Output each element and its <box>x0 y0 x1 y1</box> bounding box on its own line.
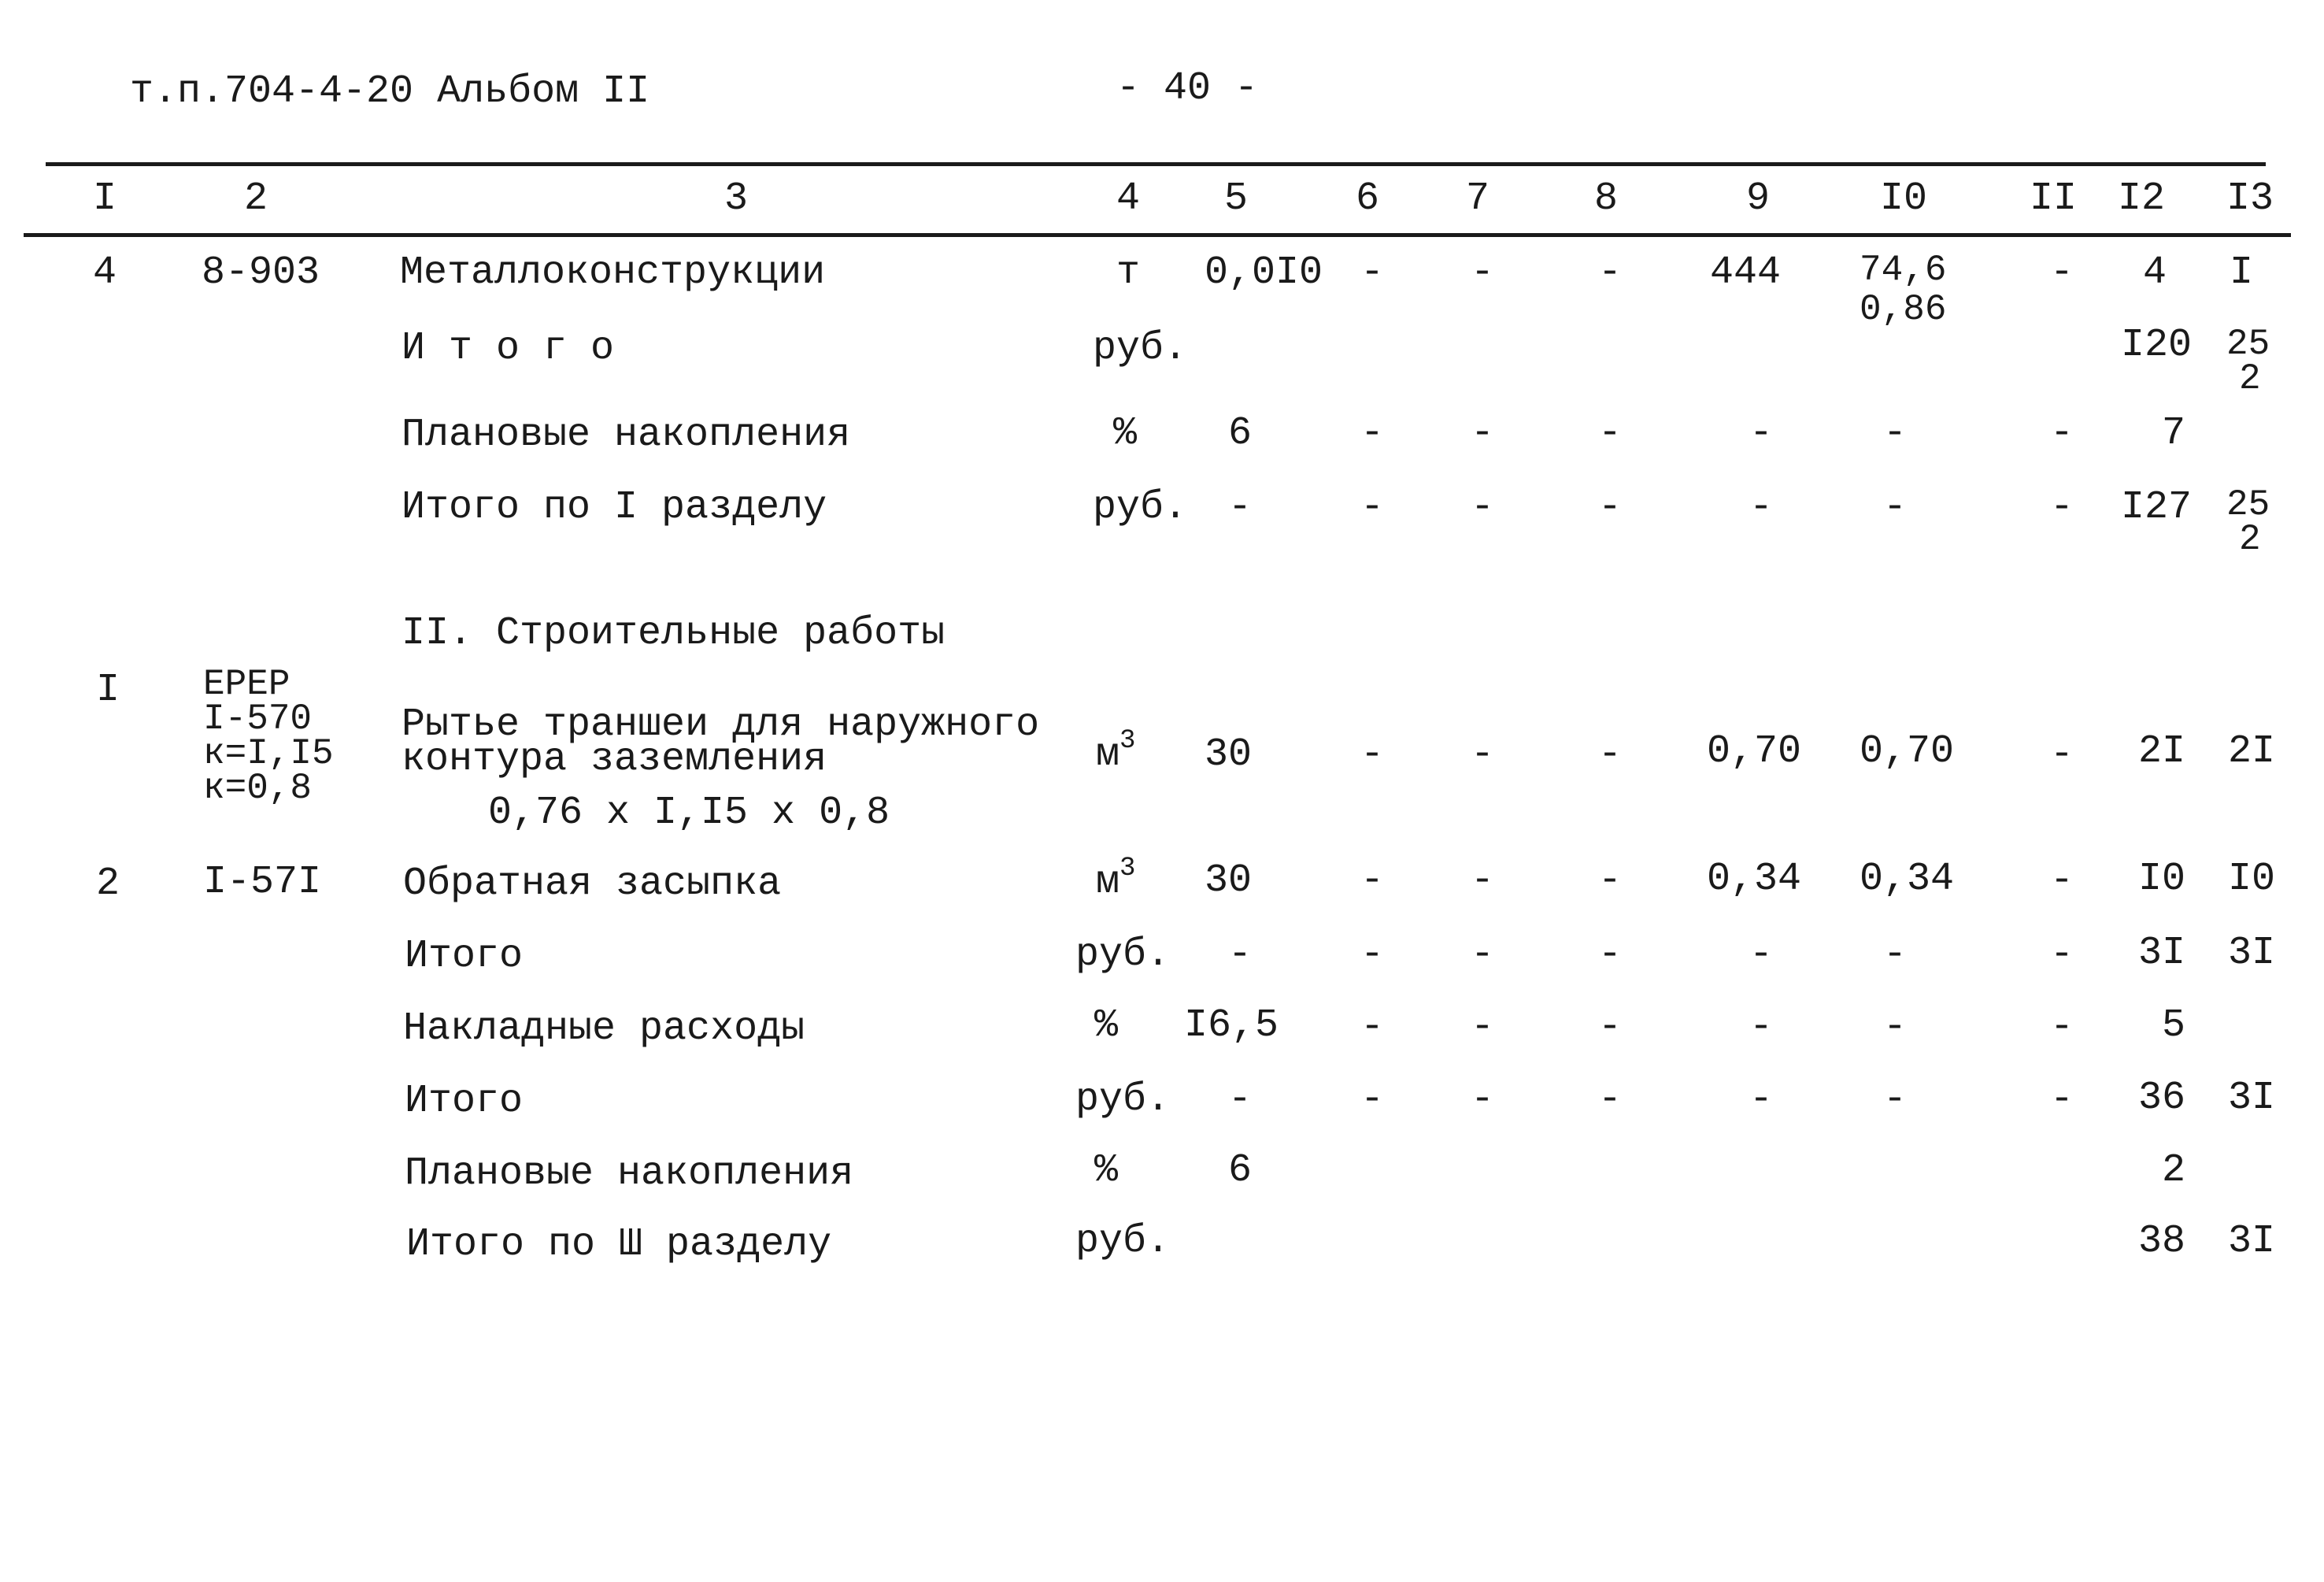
cell-col12: 5 <box>2162 1003 2186 1048</box>
cell-col12: 38 <box>2138 1219 2186 1264</box>
cell-col10: - <box>1883 1077 1908 1122</box>
cell-col10-second-line: 0,86 <box>1860 289 1947 330</box>
unit-base: м <box>1096 860 1120 905</box>
cell-col13-second-line: 2 <box>2239 358 2261 399</box>
cell-col9: 444 <box>1710 250 1782 295</box>
cell-col6: - <box>1360 732 1385 777</box>
cell-col13: 25 <box>2226 324 2270 365</box>
cell-description: Металлоконструкции <box>400 250 826 295</box>
cell-unit: т <box>1116 250 1141 295</box>
table-header-rule <box>24 233 2291 237</box>
cell-description: Накладные расходы <box>403 1006 805 1051</box>
cell-col12: 36 <box>2138 1076 2186 1121</box>
cell-quantity: - <box>1228 485 1253 530</box>
cell-col8: - <box>1598 858 1623 903</box>
cell-col8: - <box>1598 250 1623 295</box>
cell-position: 2 <box>96 861 120 906</box>
cell-col11: - <box>2050 250 2074 295</box>
cell-col9: 0,34 <box>1707 857 1802 902</box>
cell-unit: руб. <box>1093 326 1188 371</box>
cell-position: 4 <box>93 250 117 295</box>
cell-col9: - <box>1749 485 1774 530</box>
cell-col7: - <box>1471 858 1495 903</box>
cell-col8: - <box>1598 1005 1623 1050</box>
cell-col7: - <box>1471 250 1495 295</box>
cell-col13: 2I <box>2228 729 2276 774</box>
column-header: 8 <box>1594 176 1619 221</box>
cell-col13: 3I <box>2228 1076 2276 1121</box>
cell-col9: - <box>1749 411 1774 456</box>
cell-col9: - <box>1749 932 1774 977</box>
cell-col7: - <box>1471 411 1495 456</box>
cell-description: Плановые накопления <box>405 1151 854 1196</box>
cell-col8: - <box>1598 932 1623 977</box>
cell-col10: - <box>1883 932 1908 977</box>
cell-col12: I0 <box>2138 857 2186 902</box>
cell-col11: - <box>2050 411 2074 456</box>
cell-col11: - <box>2050 732 2074 777</box>
cell-col11: - <box>2050 932 2074 977</box>
cell-col13: 3I <box>2228 1219 2276 1264</box>
column-header: 7 <box>1466 176 1490 221</box>
column-header: 5 <box>1224 176 1249 221</box>
cell-quantity: 30 <box>1205 858 1253 903</box>
cell-col12: I20 <box>2121 323 2193 368</box>
cell-code: I-57I <box>203 860 322 905</box>
cell-col7: - <box>1471 485 1495 530</box>
cell-position: I <box>96 668 120 713</box>
cell-col6: - <box>1360 1077 1385 1122</box>
cell-col7: - <box>1471 1077 1495 1122</box>
cell-unit: руб. <box>1075 932 1171 977</box>
column-header: I2 <box>2118 176 2166 221</box>
column-header: I3 <box>2226 176 2274 221</box>
unit-exponent: 3 <box>1119 854 1136 884</box>
cell-quantity: I6,5 <box>1184 1003 1279 1048</box>
cell-col12: 2 <box>2162 1148 2186 1193</box>
cell-unit: % <box>1094 1003 1119 1048</box>
cell-description: 0,76 x I,I5 x 0,8 <box>488 791 890 835</box>
cell-quantity: - <box>1228 1077 1253 1122</box>
cell-col8: - <box>1598 732 1623 777</box>
cell-description: Итого по Ш разделу <box>406 1222 832 1267</box>
column-header: I <box>93 176 117 221</box>
cell-quantity: 30 <box>1205 732 1253 777</box>
cell-col7: - <box>1471 1005 1495 1050</box>
cell-col7: - <box>1471 932 1495 977</box>
cell-description: И т о г о <box>402 326 615 371</box>
cell-code: ЕРЕР <box>203 664 290 705</box>
cell-col10: 0,70 <box>1860 729 1955 774</box>
cell-description: Итого <box>405 934 524 979</box>
cell-col9: - <box>1749 1077 1774 1122</box>
cell-col10: 0,34 <box>1860 857 1955 902</box>
cell-quantity: 6 <box>1228 411 1253 456</box>
cell-description: контура заземления <box>402 737 827 782</box>
cell-col11: - <box>2050 1005 2074 1050</box>
cell-col11: - <box>2050 1077 2074 1122</box>
cell-code: 8-903 <box>202 250 320 295</box>
column-header: 4 <box>1116 176 1141 221</box>
cell-unit <box>1096 854 1136 905</box>
cell-unit: % <box>1113 411 1138 456</box>
cell-col6: - <box>1360 858 1385 903</box>
cell-quantity: 0,0I0 <box>1205 250 1323 295</box>
cell-quantity: 6 <box>1228 1148 1253 1193</box>
document-reference: т.п.704-4-20 Альбом II <box>130 69 650 114</box>
cell-col7: - <box>1471 732 1495 777</box>
cell-description: Рытье траншеи для наружного <box>402 702 1040 747</box>
cell-col11: - <box>2050 858 2074 903</box>
cell-col10: 74,6 <box>1860 250 1947 291</box>
column-header: 6 <box>1356 176 1380 221</box>
cell-description: Итого по I разделу <box>402 485 827 530</box>
cell-col12: I27 <box>2121 485 2193 530</box>
cell-col12: 7 <box>2162 411 2186 456</box>
cell-col6: - <box>1360 485 1385 530</box>
cell-unit: руб. <box>1093 485 1188 530</box>
column-header: 9 <box>1746 176 1771 221</box>
cell-col13: 25 <box>2226 484 2270 525</box>
cell-col11: - <box>2050 485 2074 530</box>
cell-col6: - <box>1360 1005 1385 1050</box>
cell-col8: - <box>1598 485 1623 530</box>
cell-col8: - <box>1598 1077 1623 1122</box>
cell-col12: 3I <box>2138 931 2186 976</box>
cell-unit: % <box>1094 1148 1119 1193</box>
cell-col10: - <box>1883 411 1908 456</box>
unit-base: м <box>1096 732 1120 777</box>
cell-description: Итого <box>405 1079 524 1124</box>
column-header: 2 <box>244 176 268 221</box>
cell-unit: руб. <box>1075 1219 1171 1264</box>
cell-unit: руб. <box>1075 1077 1171 1122</box>
cell-code: к=I,I5 <box>203 733 334 774</box>
cell-col13-second-line: 2 <box>2239 519 2261 560</box>
cell-col6: - <box>1360 411 1385 456</box>
cell-description: Плановые накопления <box>402 413 851 458</box>
cell-col13: I <box>2230 250 2254 295</box>
cell-col12: 2I <box>2138 729 2186 774</box>
column-header: II <box>2030 176 2078 221</box>
section-heading: II. Строительные работы <box>402 611 946 656</box>
cell-col8: - <box>1598 411 1623 456</box>
column-header: I0 <box>1880 176 1928 221</box>
cell-col13: 3I <box>2228 931 2276 976</box>
cell-col9: 0,70 <box>1707 729 1802 774</box>
cell-quantity: - <box>1228 932 1253 977</box>
cell-description: Обратная засыпка <box>403 861 782 906</box>
cell-col9: - <box>1749 1005 1774 1050</box>
cell-col6: - <box>1360 250 1385 295</box>
cell-code: к=0,8 <box>203 768 313 809</box>
cell-unit <box>1096 726 1136 777</box>
cell-col10: - <box>1883 485 1908 530</box>
table-top-rule <box>46 162 2266 166</box>
cell-code: I-570 <box>203 698 313 739</box>
page-number: - 40 - <box>1116 66 1259 111</box>
cell-col12: 4 <box>2143 250 2167 295</box>
unit-exponent: 3 <box>1119 726 1136 756</box>
cell-col13: I0 <box>2228 857 2276 902</box>
cell-col10: - <box>1883 1005 1908 1050</box>
column-header: 3 <box>724 176 749 221</box>
cell-col6: - <box>1360 932 1385 977</box>
